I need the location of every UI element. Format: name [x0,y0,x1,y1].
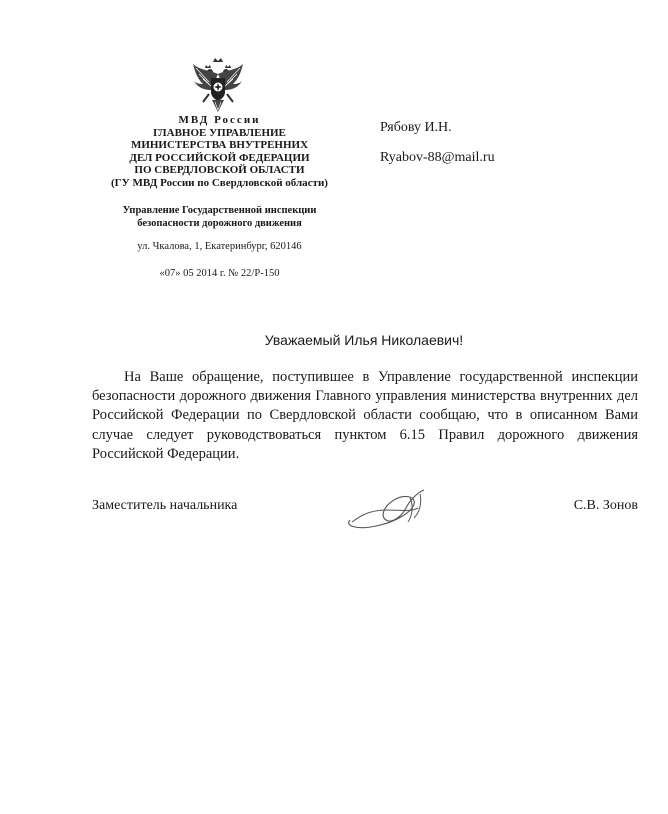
signer-title: Заместитель начальника [92,498,238,513]
sender-address: ул. Чкалова, 1, Екатеринбург, 620146 [137,241,302,252]
double-headed-eagle-emblem-icon [191,56,245,114]
addressee-name: Рябову И.Н. [380,120,452,135]
addressee [380,120,495,166]
greeting: Уважаемый Илья Николаевич! [264,332,464,348]
department-line: ДЕЛ РОССИЙСКОЙ ФЕДЕРАЦИИ [129,151,310,164]
reference-number: «07» 05 2014 г. № 22/Р-150 [159,268,280,279]
department-line: (ГУ МВД России по Свердловской области) [111,176,328,189]
department-line: ГЛАВНОЕ УПРАВЛЕНИЕ [153,126,286,139]
letterhead [92,114,347,189]
signer-name: С.В. Зонов [573,498,638,513]
sub-department-line: Управление Государственной инспекции [122,205,317,216]
ministry-name: МВД России [178,114,261,126]
sub-department [92,205,347,230]
department-line: ПО СВЕРДЛОВСКОЙ ОБЛАСТИ [134,164,305,176]
department-line: МИНИСТЕРСТВА ВНУТРЕННИХ [130,139,309,151]
addressee-email: Ryabov-88@mail.ru [380,150,495,165]
sub-department-line: безопасности дорожного движения [137,217,302,229]
handwritten-signature-icon [340,486,436,534]
letter-body: На Ваше обращение, поступившее в Управление государственной инспекции безопасности дорожного движения Главного управления министерства внутренних дел Российской Федерации по Свердловской области сообщаю, что в описанном Вами случае следует руководствоваться пунктом 6.15 Правил дорожного движения Российской Федерации. [92,369,638,462]
